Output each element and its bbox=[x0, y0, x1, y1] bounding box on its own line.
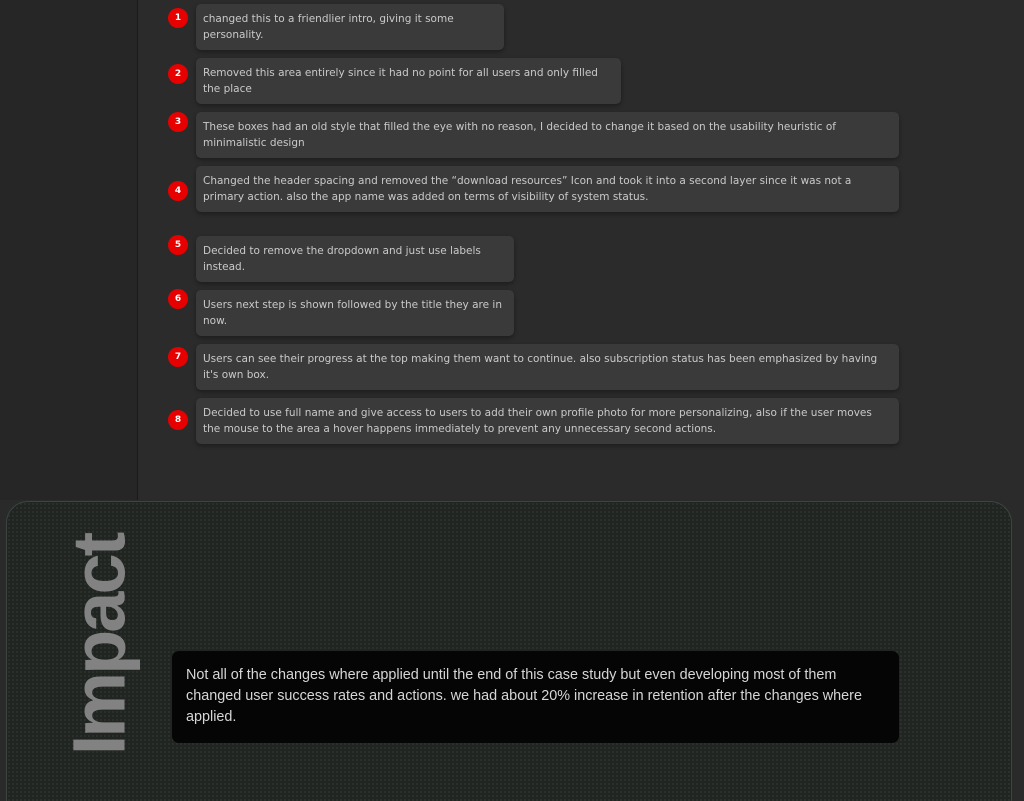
note-badge-1: 1 bbox=[168, 8, 188, 28]
note-bubble-1: changed this to a friendlier intro, giving it some personality. bbox=[196, 4, 504, 50]
impact-summary: Not all of the changes where applied until the end of this case study but even developing most of them changed user success rates and actions. we had about 20% increase in retention after the changes where applied. bbox=[172, 651, 899, 743]
note-bubble-6: Users next step is shown followed by the title they are in now. bbox=[196, 290, 514, 336]
note-bubble-7: Users can see their progress at the top making them want to continue. also subscription status has been emphasized by having it's own box. bbox=[196, 344, 899, 390]
note-badge-2: 2 bbox=[168, 64, 188, 84]
note-badge-7: 7 bbox=[168, 347, 188, 367]
note-bubble-8: Decided to use full name and give access to users to add their own profile photo for more personalizing, also if the user moves the mouse to the area a hover happens immediately to prevent any unnecessary second actions. bbox=[196, 398, 899, 444]
note-bubble-2: Removed this area entirely since it had no point for all users and only filled the place bbox=[196, 58, 621, 104]
note-badge-6: 6 bbox=[168, 289, 188, 309]
note-bubble-3: These boxes had an old style that filled the eye with no reason, I decided to change it based on the usability heuristic of minimalistic design bbox=[196, 112, 899, 158]
note-badge-5: 5 bbox=[168, 235, 188, 255]
note-badge-4: 4 bbox=[168, 181, 188, 201]
impact-heading: Impact bbox=[57, 534, 141, 756]
note-bubble-5: Decided to remove the dropdown and just use labels instead. bbox=[196, 236, 514, 282]
note-badge-8: 8 bbox=[168, 410, 188, 430]
left-rail bbox=[0, 0, 138, 500]
note-bubble-4: Changed the header spacing and removed the “download resources” Icon and took it into a second layer since it was not a primary action. also the app name was added on terms of visibility of system status. bbox=[196, 166, 899, 212]
note-badge-3: 3 bbox=[168, 112, 188, 132]
